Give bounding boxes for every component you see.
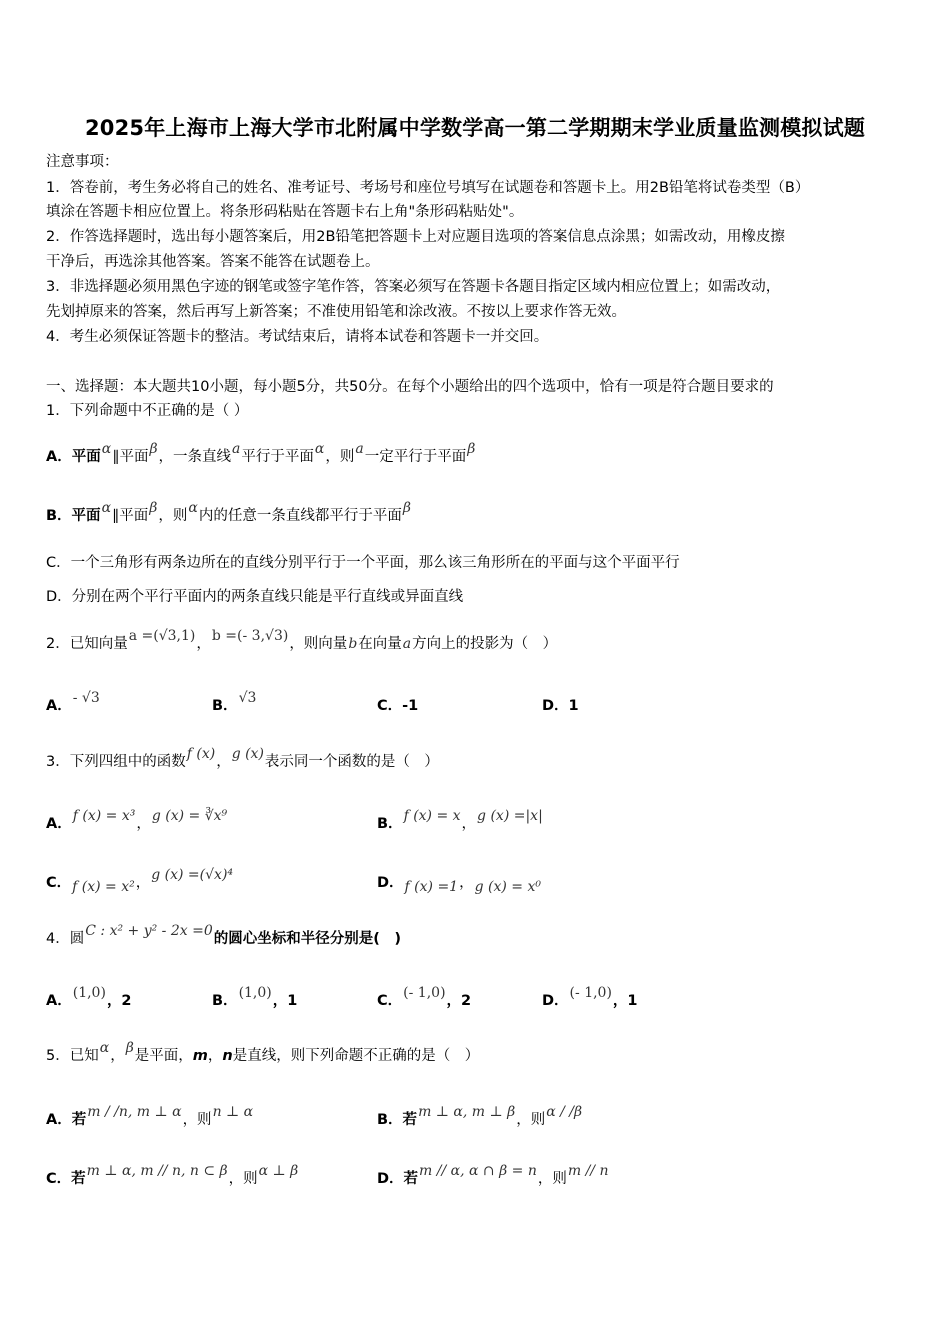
q4-option-a	[46, 985, 132, 1010]
text: A．	[46, 993, 72, 1009]
text: ，	[461, 816, 477, 832]
text: 方向上的投影为（ ）	[412, 636, 558, 652]
math: f (x) = x	[403, 808, 461, 824]
notice-line: 先划掉原来的答案，然后再写上新答案；不准使用铅笔和涂改液。不按以上要求作答无效。	[46, 304, 626, 320]
math: α / /β	[546, 1104, 583, 1120]
math: m ⊥ α, m // n, n ⊂ β	[86, 1163, 228, 1179]
math: - √3	[72, 690, 100, 706]
text: ，则	[325, 449, 355, 465]
text: 5．已知	[46, 1048, 99, 1064]
text: ，则	[228, 1171, 258, 1187]
q3-option-c	[46, 867, 234, 895]
text: ，则向量	[289, 636, 348, 652]
text: ，	[207, 1048, 223, 1064]
text: ，则	[158, 508, 188, 524]
math: n ⊥ α	[212, 1104, 254, 1120]
question-1-stem: 1．下列命题中不正确的是（ ）	[46, 403, 249, 419]
question-4-stem	[46, 923, 402, 948]
q1-option-a	[46, 441, 476, 466]
math: β	[402, 500, 411, 516]
notice-line: 干净后，再选涂其他答案。答案不能答在试题卷上。	[46, 254, 380, 270]
notice-line: 填涂在答题卡相应位置上。将条形码粘贴在答题卡右上角"条形码粘贴处"。	[46, 204, 524, 220]
text: 表示同一个函数的是（ ）	[264, 754, 439, 770]
math: m // α, α ∩ β = n	[419, 1163, 537, 1179]
q3-option-d	[377, 871, 542, 895]
notice-line: 3．非选择题必须用黑色字迹的钢笔或签字笔作答，答案必须写在答题卡各题目指定区域内相应位置上；如需改动，	[46, 279, 781, 295]
math: (1,0)	[238, 985, 272, 1001]
text: ∥平面	[112, 508, 149, 524]
math: g (x) = ∛x⁹	[151, 808, 228, 824]
text: 4．圆	[46, 931, 85, 947]
text: B．	[377, 816, 403, 832]
q5-option-d	[377, 1163, 609, 1188]
notice-line: 1．答卷前，考生务必将自己的姓名、准考证号、考场号和座位号填写在试题卷和答题卡上。用2B铅笔将试卷类型（B）	[46, 180, 810, 196]
math: α ⊥ β	[258, 1163, 299, 1179]
q4-option-c	[377, 985, 472, 1010]
q3-option-b	[377, 808, 544, 833]
text: 的圆心坐标和半径分别是( )	[213, 931, 402, 947]
text: C．若	[46, 1171, 86, 1187]
q2-option-b	[212, 690, 257, 715]
math: a =(√3,1)	[128, 628, 196, 644]
text: 在向量	[358, 636, 402, 652]
text: ∥平面	[112, 449, 149, 465]
text: ，	[136, 816, 151, 832]
math: α	[188, 500, 198, 516]
math: α	[101, 441, 112, 457]
math: f (x) = x³	[72, 808, 136, 824]
math: a	[232, 441, 241, 457]
math: f (x) = x²	[72, 879, 135, 895]
notice-heading: 注意事项：	[46, 154, 119, 170]
text: 是直线，则下列命题不正确的是（ ）	[232, 1048, 480, 1064]
math: β	[125, 1040, 134, 1056]
text: ，2	[446, 993, 472, 1009]
text: 3．下列四组中的函数	[46, 754, 186, 770]
math: β	[149, 500, 158, 516]
text: A．若	[46, 1112, 87, 1128]
text: B．平面	[46, 508, 101, 524]
text: ，1	[612, 993, 638, 1009]
text: D．	[542, 993, 569, 1009]
math: a	[355, 441, 364, 457]
text: B．若	[377, 1112, 418, 1128]
q4-option-b	[212, 985, 298, 1010]
q2-option-c	[377, 694, 418, 715]
text: ，	[459, 875, 474, 891]
q5-option-c	[46, 1163, 299, 1188]
math: (1,0)	[72, 985, 106, 1001]
question-5-stem	[46, 1040, 480, 1065]
math: (- 1,0)	[569, 985, 612, 1001]
text: ，1	[272, 993, 298, 1009]
text: A．	[46, 698, 72, 714]
math: b =(- 3,√3)	[211, 628, 289, 644]
text: ，则	[537, 1171, 567, 1187]
text: B．	[212, 698, 238, 714]
question-3-stem	[46, 746, 439, 771]
text: 是平面，	[134, 1048, 193, 1064]
text: 平行于平面	[241, 449, 314, 465]
text: A．	[46, 816, 72, 832]
text: A．平面	[46, 449, 101, 465]
notice-line: 2．作答选择题时，选出每小题答案后，用2B铅笔把答题卡上对应题目选项的答案信息点涂黑；如需改动，用橡皮擦	[46, 229, 785, 245]
math: f (x)	[186, 746, 216, 762]
math: C : x² + y² - 2x =0	[85, 923, 213, 939]
text: D．	[377, 875, 404, 891]
text: m	[192, 1048, 208, 1064]
math: g (x) = x⁰	[474, 879, 541, 895]
text: ，一条直线	[158, 449, 232, 465]
q3-option-a	[46, 808, 228, 833]
math: a	[402, 636, 412, 652]
math: g (x)	[231, 746, 264, 762]
math: √3	[238, 690, 257, 706]
math: β	[149, 441, 158, 457]
q2-option-d	[542, 694, 579, 715]
math: m / /n, m ⊥ α	[87, 1104, 182, 1120]
text: C．	[46, 875, 72, 891]
math: g (x) =(√x)⁴	[151, 867, 234, 883]
section-heading: 一、选择题：本大题共10小题，每小题5分，共50分。在每个小题给出的四个选项中，恰有一项是符合题目要求的	[46, 379, 774, 395]
question-2-stem	[46, 628, 558, 653]
text: C．-1	[377, 698, 419, 714]
q5-option-b	[377, 1104, 583, 1129]
text: D．1	[542, 698, 579, 714]
q2-option-a	[46, 690, 101, 715]
text: B．	[212, 993, 238, 1009]
math: m ⊥ α, m ⊥ β	[418, 1104, 516, 1120]
math: f (x) =1	[404, 879, 459, 895]
text: ，2	[106, 993, 132, 1009]
math: α	[99, 1040, 110, 1056]
math: (- 1,0)	[403, 985, 446, 1001]
text: ，	[216, 754, 231, 770]
math: m // n	[567, 1163, 609, 1179]
text: 内的任意一条直线都平行于平面	[198, 508, 402, 524]
notice-line: 4．考生必须保证答题卡的整洁。考试结束后，请将本试卷和答题卡一并交回。	[46, 329, 549, 345]
math: α	[101, 500, 112, 516]
math: α	[314, 441, 325, 457]
math: β	[467, 441, 476, 457]
q4-option-d	[542, 985, 638, 1010]
text: ，则	[516, 1112, 546, 1128]
text: ，	[110, 1048, 125, 1064]
text: ，	[196, 636, 211, 652]
q5-option-a	[46, 1104, 254, 1129]
text: C．	[377, 993, 403, 1009]
text: 一定平行于平面	[364, 449, 467, 465]
text: 2．已知向量	[46, 636, 128, 652]
text: n	[222, 1048, 233, 1064]
text: ，则	[182, 1112, 212, 1128]
math: g (x) =|x|	[477, 808, 543, 824]
math: b	[348, 636, 358, 652]
q1-option-c: C．一个三角形有两条边所在的直线分别平行于一个平面，那么该三角形所在的平面与这个平面平行	[46, 555, 680, 571]
text: D．若	[377, 1171, 419, 1187]
text: ，	[135, 875, 151, 891]
q1-option-d: D．分别在两个平行平面内的两条直线只能是平行直线或异面直线	[46, 589, 464, 605]
q1-option-b	[46, 500, 412, 525]
exam-title: 2025年上海市上海大学市北附属中学数学高一第二学期期末学业质量监测模拟试题	[84, 116, 866, 140]
